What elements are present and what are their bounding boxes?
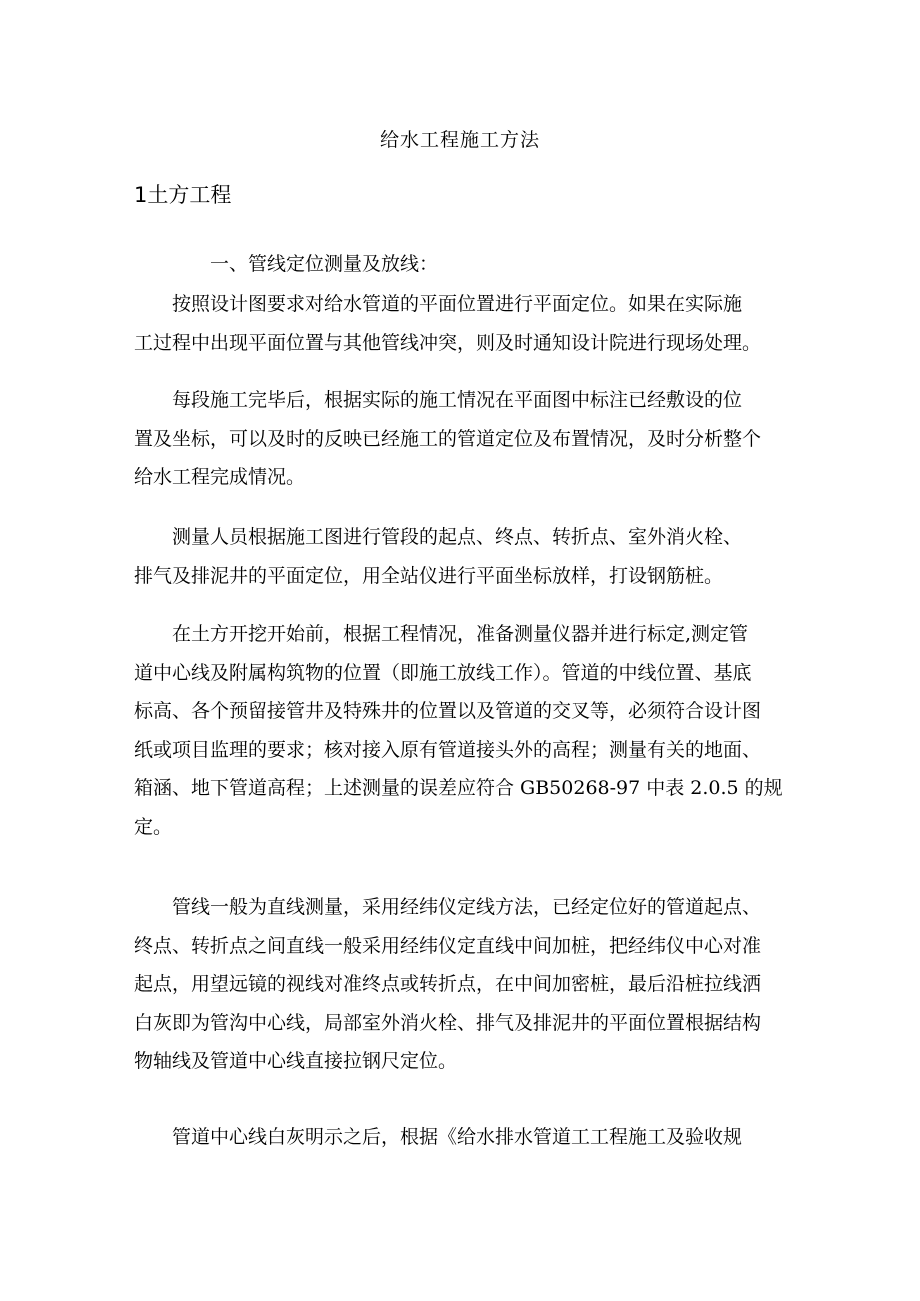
paragraph [134,1118,794,1157]
paragraph-line: 排气及排泥井的平面定位，用全站仪进行平面坐标放样，打设钢筋桩。 [134,564,724,587]
paragraph-line: 给水工程完成情况。 [134,466,306,489]
paragraph-line: 管线一般为直线测量，采用经纬仪定线方法，已经定位好的管道起点、 [172,896,762,918]
paragraph-line: 起点，用望远镜的视线对准终点或转折点，在中间加密桩，最后沿桩拉线洒 [134,973,762,996]
paragraph [134,285,794,362]
paragraph [134,381,794,497]
paragraph-line: 纸或项目监理的要求；核对接入原有管道接头外的高程；测量有关的地面、 [134,738,762,761]
paragraph-line: 物轴线及管道中心线直接拉钢尺定位。 [134,1050,458,1073]
paragraph [134,615,794,847]
subheading-text: 一、管线定位测量及放线： [210,253,439,275]
section-heading: 1土方工程 [134,183,232,207]
paragraph-line: 管道中心线白灰明示之后，根据《给水排水管道工工程施工及验收规 [172,1126,743,1148]
paragraph [134,888,794,1081]
paragraph-line: 每段施工完毕后，根据实际的施工情况在平面图中标注已经敷设的位 [172,389,743,411]
document-title: 给水工程施工方法 [379,129,540,151]
paragraph [134,518,794,595]
paragraph-line: 测量人员根据施工图进行管段的起点、终点、转折点、室外消火栓、 [172,526,743,548]
paragraph-line: 箱涵、地下管道高程；上述测量的误差应符合 GB50268-97 中表 2.0.5 的规 [134,777,783,800]
paragraph-line: 工过程中出现平面位置与其他管线冲突，则及时通知设计院进行现场处理。 [134,331,762,354]
paragraph-line: 定。 [134,815,173,838]
paragraph-line: 白灰即为管沟中心线，局部室外消火栓、排气及排泥井的平面位置根据结构 [134,1011,762,1034]
paragraph-line: 终点、转折点之间直线一般采用经纬仪定直线中间加桩，把经纬仪中心对准 [134,934,762,957]
paragraph-line: 按照设计图要求对给水管道的平面位置进行平面定位。如果在实际施 [172,293,743,315]
subheading [134,245,794,284]
paragraph-line: 在土方开挖开始前，根据工程情况，准备测量仪器并进行标定,测定管 [172,623,749,645]
paragraph-line: 道中心线及附属构筑物的位置（即施工放线工作）。管道的中线位置、基底 [134,661,752,684]
paragraph-line: 置及坐标，可以及时的反映已经施工的管道定位及布置情况，及时分析整个 [134,427,762,450]
paragraph-line: 标高、各个预留接管井及特殊井的位置以及管道的交叉等，必须符合设计图 [134,700,762,723]
